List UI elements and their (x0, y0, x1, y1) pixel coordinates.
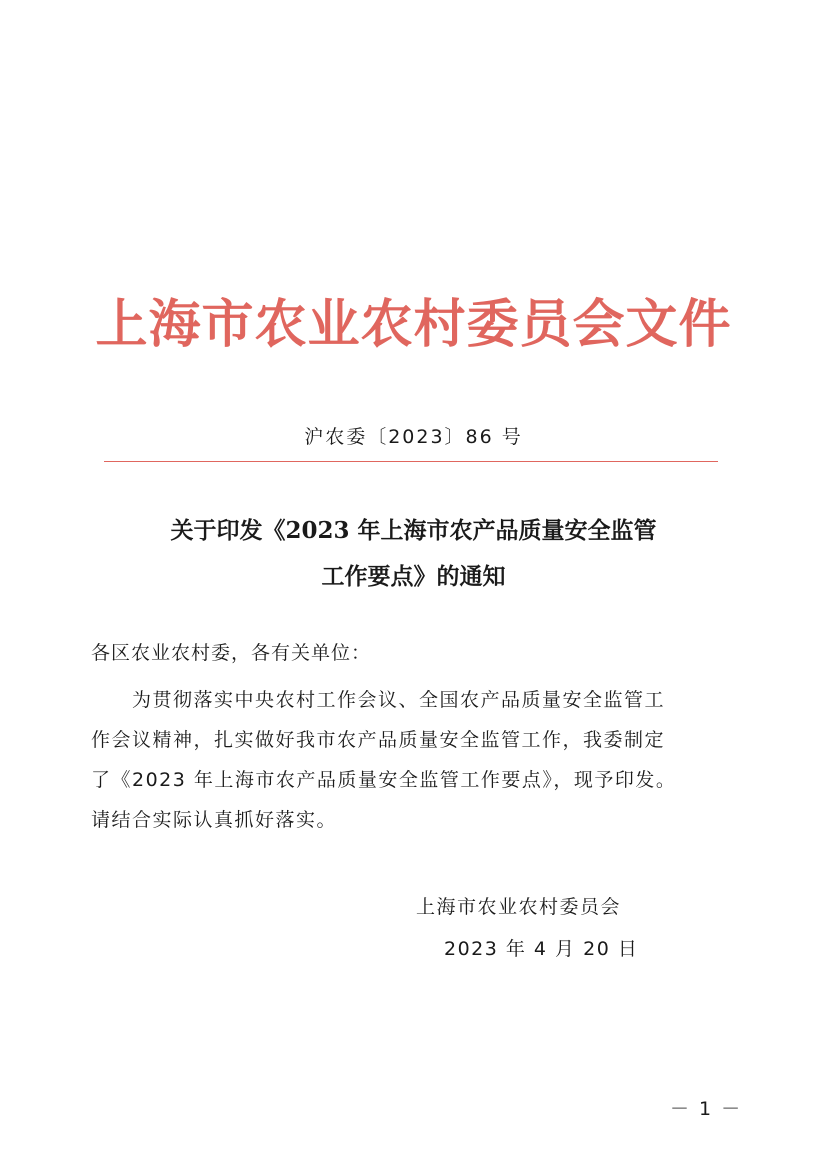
body-line: 请结合实际认真抓好落实。 (91, 809, 338, 831)
notice-title (0, 508, 827, 600)
notice-title-line-1: 关于印发《2023 年上海市农产品质量安全监管 (170, 517, 657, 544)
body-paragraph (91, 680, 731, 840)
body-line: 作会议精神，扎实做好我市农产品质量安全监管工作，我委制定 (91, 729, 666, 751)
issuer-signature: 上海市农业农村委员会 (416, 896, 622, 918)
notice-title-line-2: 工作要点》的通知 (321, 563, 506, 590)
document-header-title: 上海市农业农村委员会文件 (95, 294, 732, 355)
body-line: 为贯彻落实中央农村工作会议、全国农产品质量安全监管工 (91, 689, 666, 711)
salutation: 各区农业农村委，各有关单位： (91, 642, 372, 664)
red-divider-line (104, 461, 718, 462)
page-number: － 1 － (670, 1098, 743, 1120)
body-line: 了《2023 年上海市农产品质量安全监管工作要点》，现予印发。 (91, 769, 677, 791)
issue-date: 2023 年 4 月 20 日 (444, 938, 639, 960)
document-number: 沪农委〔2023〕86 号 (304, 426, 523, 448)
